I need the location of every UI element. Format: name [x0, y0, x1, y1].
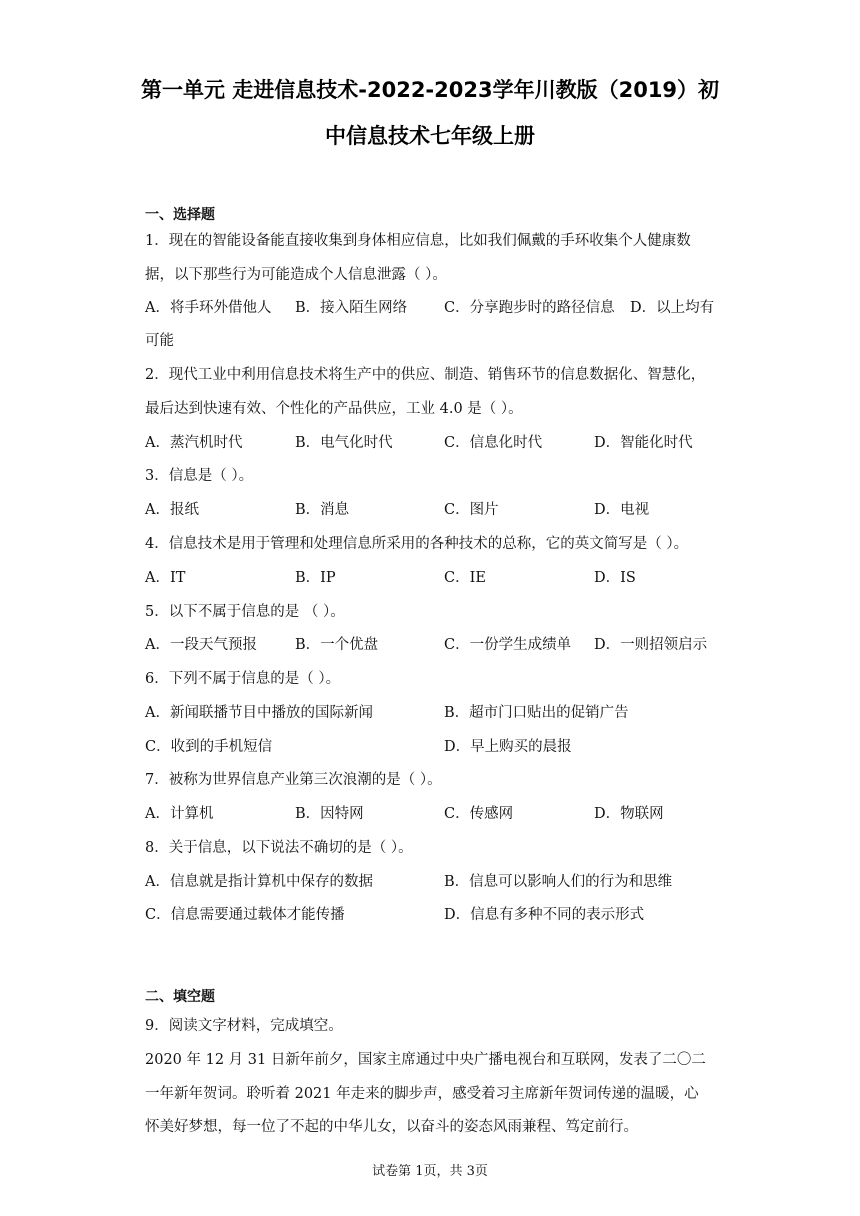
question-9-passage-line-1: 2020 年 12 月 31 日新年前夕，国家主席通过中央广播电视台和互联网，发表了二〇二	[145, 1052, 706, 1068]
question-5-option-b: B．一个优盘	[295, 637, 379, 653]
question-8-option-a: A．信息就是指计算机中保存的数据	[145, 874, 373, 890]
question-2-option-c: C．信息化时代	[444, 435, 543, 451]
question-4-option-b: B．IP	[295, 570, 336, 586]
question-7-option-a: A．计算机	[145, 806, 214, 822]
question-5-option-c: C．一份学生成绩单	[444, 637, 572, 653]
question-6-option-d: D．早上购买的晨报	[444, 739, 572, 755]
question-1-option-a: A．将手环外借他人	[145, 300, 272, 316]
question-9-intro: 9．阅读文字材料，完成填空。	[145, 1018, 343, 1034]
question-7-text: 7．被称为世界信息产业第三次浪潮的是（ ）。	[145, 772, 442, 788]
question-4-option-d: D．IS	[594, 570, 636, 586]
question-6-option-c: C．收到的手机短信	[145, 739, 273, 755]
question-4-option-c: C．IE	[444, 570, 486, 586]
question-1-option-d-continued: 可能	[145, 333, 174, 349]
question-6-text: 6．下列不属于信息的是（ ）。	[145, 671, 341, 687]
question-8-text: 8．关于信息，以下说法不确切的是（ ）。	[145, 840, 413, 856]
question-3-option-b: B．消息	[295, 502, 350, 518]
question-2-text-line-2: 最后达到快速有效、个性化的产品供应，工业 4.0 是（ ）。	[145, 401, 523, 417]
section-heading-fill-in-blank: 二、填空题	[145, 989, 215, 1005]
question-8-option-c: C．信息需要通过载体才能传播	[145, 907, 345, 923]
question-4-text: 4．信息技术是用于管理和处理信息所采用的各种技术的总称，它的英文简写是（ ）。	[145, 536, 689, 552]
question-6-option-a: A．新闻联播节目中播放的国际新闻	[145, 705, 373, 721]
question-3-option-c: C．图片	[444, 502, 499, 518]
question-1-text-line-1: 1．现在的智能设备能直接收集到身体相应信息，比如我们佩戴的手环收集个人健康数	[145, 233, 691, 249]
question-7-option-c: C．传感网	[444, 806, 514, 822]
question-3-option-d: D．电视	[594, 502, 650, 518]
question-1-option-d: D．以上均有	[630, 300, 715, 316]
question-5-option-a: A．一段天气预报	[145, 637, 257, 653]
question-2-option-d: D．智能化时代	[594, 435, 693, 451]
question-8-option-d: D．信息有多种不同的表示形式	[444, 907, 645, 923]
question-3-option-a: A．报纸	[145, 502, 199, 518]
question-5-text: 5．以下不属于信息的是 （ ）。	[145, 604, 345, 620]
question-8-option-b: B．信息可以影响人们的行为和思维	[444, 874, 673, 890]
question-1-option-c: C．分享跑步时的路径信息	[444, 300, 615, 316]
document-title-line-1: 第一单元 走进信息技术-2022-2023学年川教版（2019）初	[140, 78, 720, 102]
section-heading-multiple-choice: 一、选择题	[145, 207, 215, 223]
question-2-option-a: A．蒸汽机时代	[145, 435, 243, 451]
question-2-option-b: B．电气化时代	[295, 435, 393, 451]
page-footer: 试卷第 1页，共 3页	[372, 1164, 488, 1179]
question-4-option-a: A．IT	[145, 570, 186, 586]
question-9-passage-line-2: 一年新年贺词。聆听着 2021 年走来的脚步声，感受着习主席新年贺词传递的温暖，心	[145, 1086, 699, 1102]
question-6-option-b: B．超市门口贴出的促销广告	[444, 705, 629, 721]
question-7-option-d: D．物联网	[594, 806, 664, 822]
question-1-text-line-2: 据，以下那些行为可能造成个人信息泄露（ ）。	[145, 267, 447, 283]
question-2-text-line-1: 2．现代工业中利用信息技术将生产中的供应、制造、销售环节的信息数据化、智慧化，	[145, 367, 706, 383]
document-title-line-2: 中信息技术七年级上册	[325, 124, 535, 148]
question-3-text: 3．信息是（ ）。	[145, 468, 254, 484]
question-5-option-d: D．一则招领启示	[594, 637, 708, 653]
question-1-option-b: B．接入陌生网络	[295, 300, 408, 316]
question-9-passage-line-3: 怀美好梦想，每一位了不起的中华儿女，以奋斗的姿态风雨兼程、笃定前行。	[145, 1119, 638, 1135]
question-7-option-b: B．因特网	[295, 806, 364, 822]
